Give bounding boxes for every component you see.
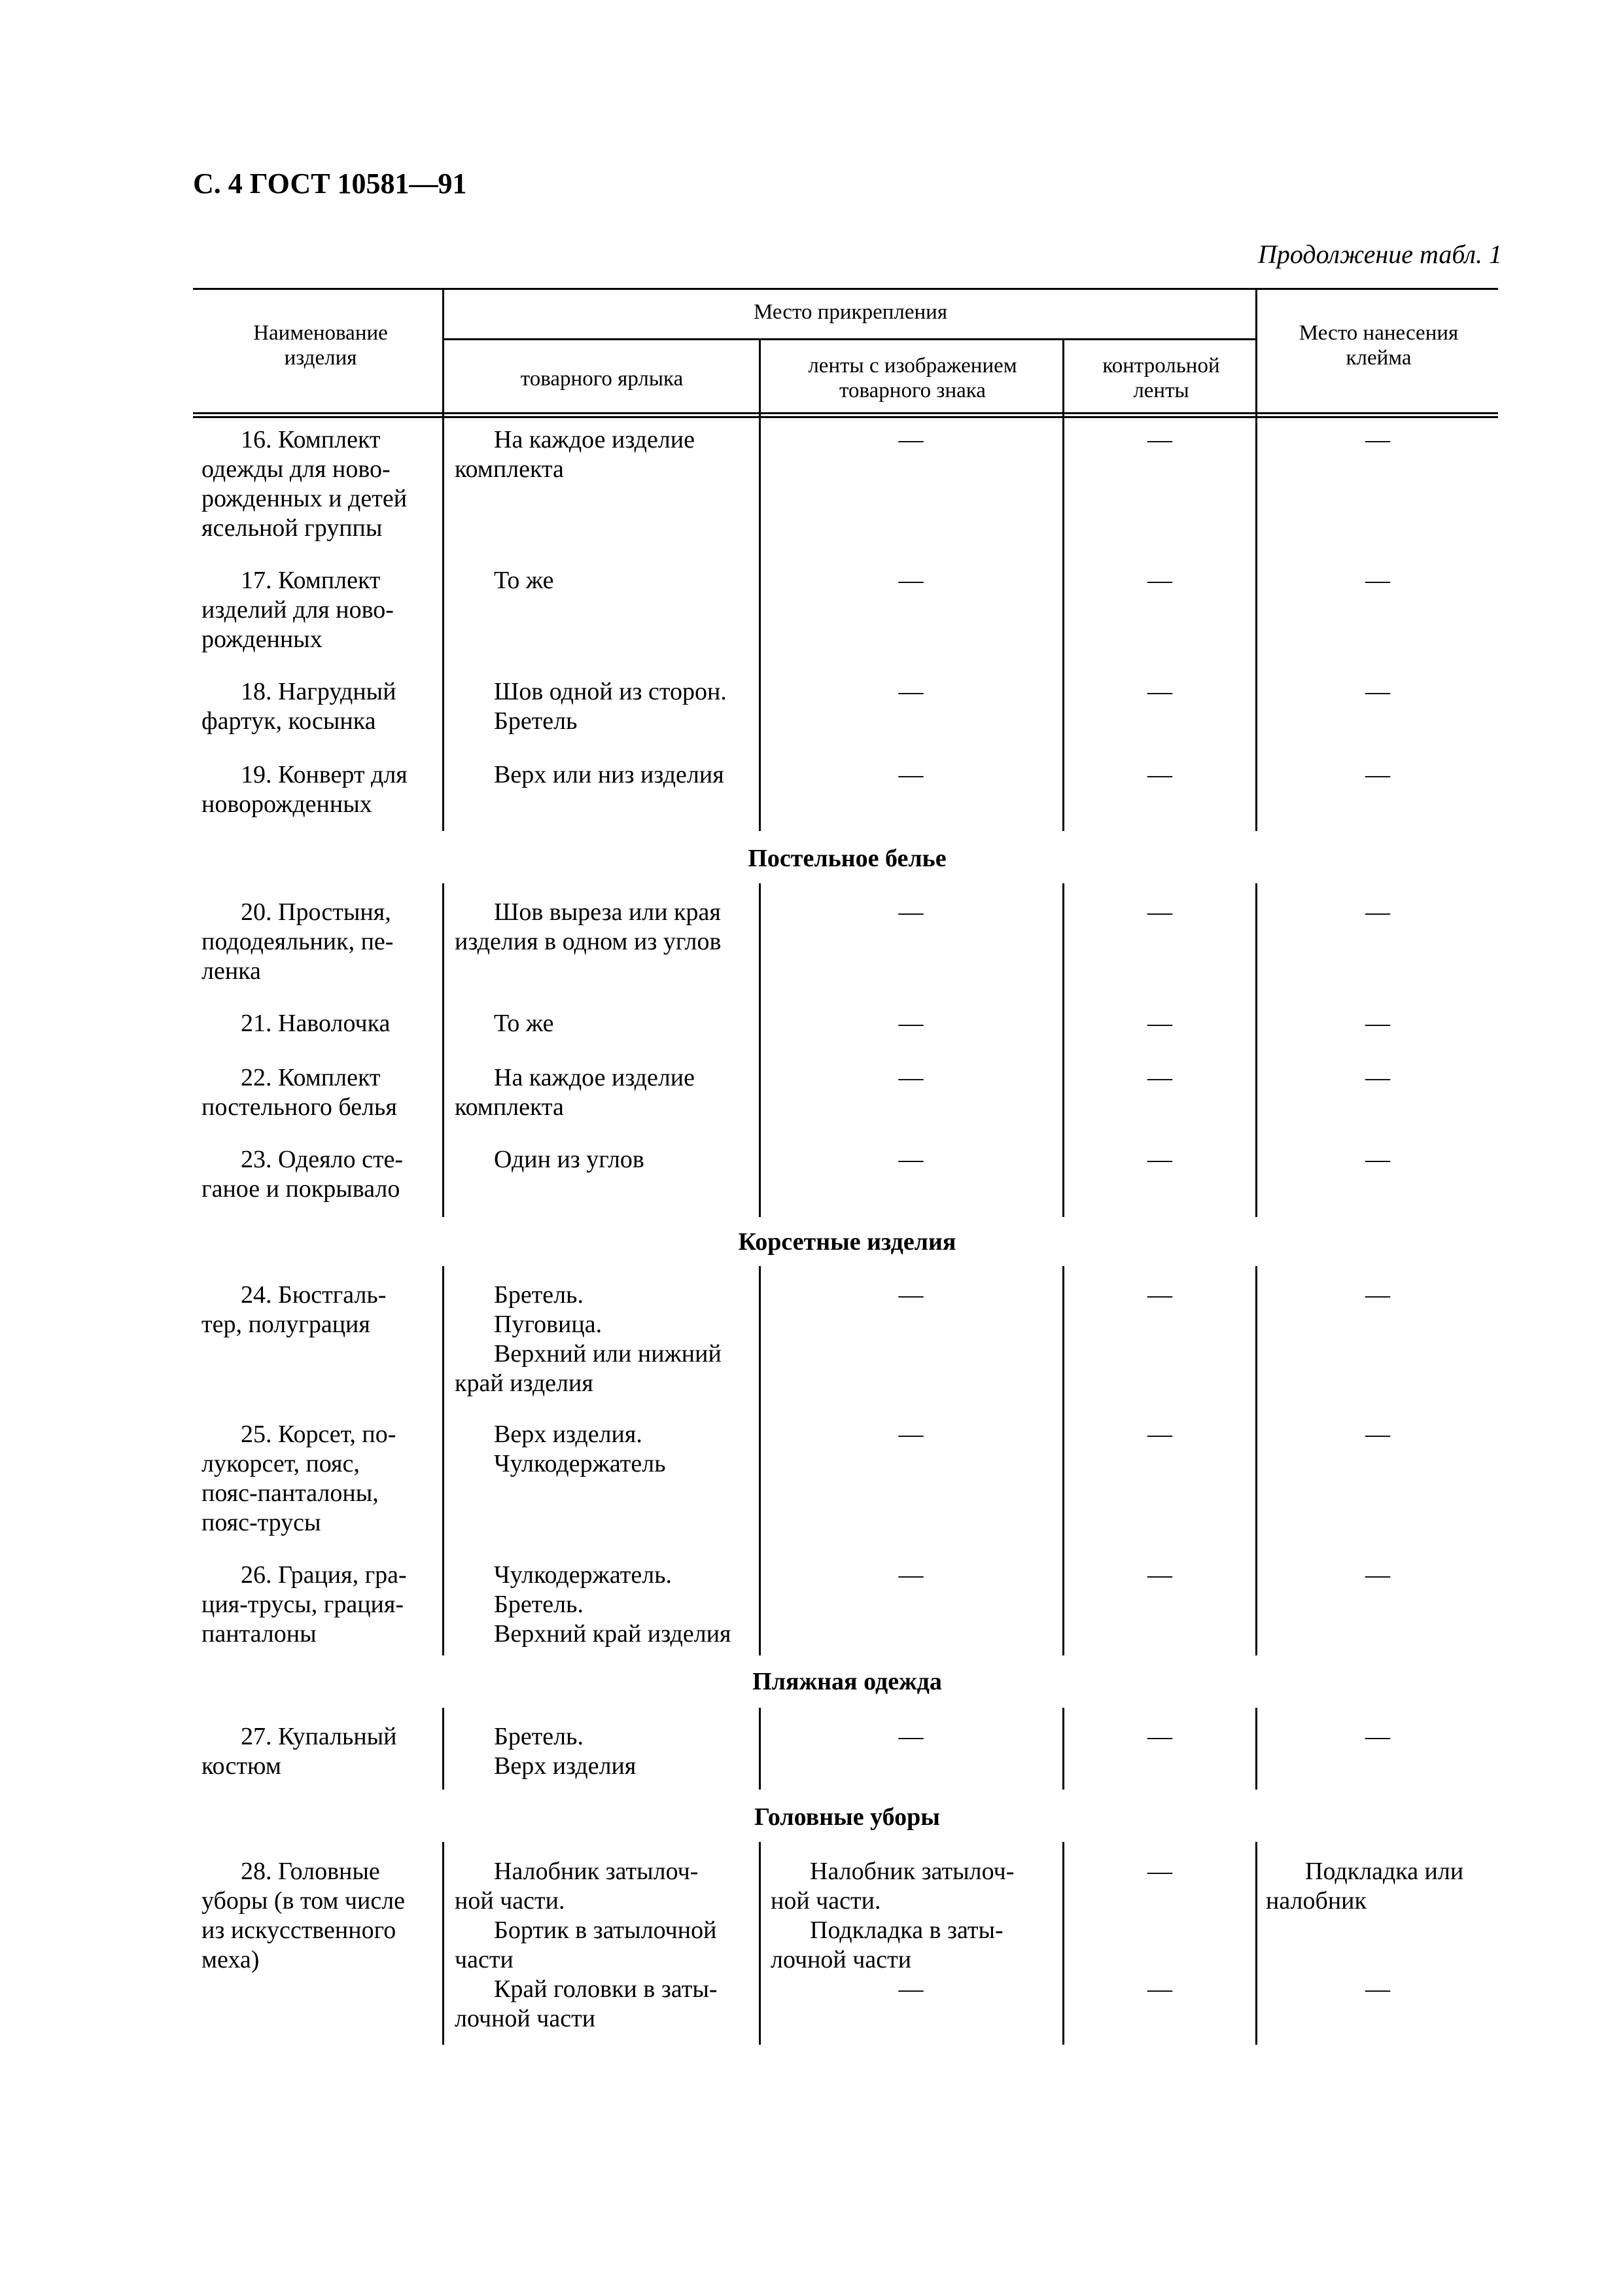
row-28-trademark-tape: Налобник затылоч- ной части. Подкладка в заты- лочной части [771, 1858, 1015, 1973]
row-23-control-dash: — [1147, 1146, 1172, 1173]
col-header-trademark-tape: ленты с изображением товарного знака [808, 354, 1017, 402]
row-21-stamp-dash: — [1365, 1010, 1390, 1037]
row-20-name: 20. Простыня, пододеяльник, пе- ленка [201, 898, 394, 985]
row-21-trademark-dash: — [898, 1010, 924, 1037]
row-25-name: 25. Корсет, по- лукорсет, пояс, пояс-панталоны, пояс-трусы [201, 1421, 396, 1536]
row-19-trademark-dash: — [898, 761, 924, 788]
section-heading-bedding: Постельное белье [748, 845, 947, 872]
column-divider [759, 1842, 761, 2045]
row-16-trademark-dash: — [898, 426, 924, 453]
row-28-name: 28. Головные уборы (в том числе из искусственного меха) [201, 1858, 406, 1973]
group-header-rule [444, 338, 1257, 340]
row-16-name: 16. Комплект одежды для ново- рожденных и детей ясельной группы [201, 426, 408, 542]
row-22-name: 22. Комплект постельного белья [201, 1064, 397, 1121]
row-23-label: Один из углов [494, 1146, 644, 1173]
row-19-control-dash: — [1147, 761, 1172, 788]
col-header-label: товарного ярлыка [520, 367, 684, 391]
row-17-trademark-dash: — [898, 567, 924, 594]
column-divider [442, 883, 444, 1217]
row-18-trademark-dash: — [898, 678, 924, 705]
column-divider [1062, 1266, 1064, 1655]
row-18-label: Шов одной из сторон. Бретель [494, 678, 727, 735]
row-24-trademark-dash: — [898, 1281, 924, 1309]
row-26-label: Чулкодержатель. Бретель. Верхний край изделия [494, 1561, 731, 1648]
row-20-stamp-dash: — [1365, 898, 1390, 926]
row-27-trademark-dash: — [898, 1723, 924, 1750]
row-19-name: 19. Конверт для новорожденных [201, 761, 408, 818]
section-heading-hats: Головные уборы [754, 1803, 940, 1831]
row-22-stamp-dash: — [1365, 1064, 1390, 1091]
row-20-label: Шов выреза или края изделия в одном из углов [455, 898, 722, 955]
column-divider [442, 419, 444, 831]
row-28-label: Налобник затылоч- ной части. Бортик в затылочной части Край головки в заты- лочной части [455, 1858, 718, 2032]
section-heading-corset: Корсетные изделия [738, 1228, 956, 1256]
row-21-control-dash: — [1147, 1010, 1172, 1037]
column-divider [442, 1708, 444, 1790]
header-divider [442, 288, 444, 419]
column-divider [442, 1266, 444, 1655]
page-header: С. 4 ГОСТ 10581—91 [193, 168, 467, 200]
col-header-place-group: Место прикрепления [753, 300, 948, 324]
table-continuation-note: Продолжение табл. 1 [1257, 239, 1502, 269]
column-divider [442, 1842, 444, 2045]
row-26-trademark-dash: — [898, 1561, 924, 1589]
row-21-label: То же [494, 1010, 554, 1037]
row-27-stamp-dash: — [1365, 1723, 1390, 1750]
row-22-trademark-dash: — [898, 1064, 924, 1091]
row-24-name: 24. Бюстгаль- тер, полуграция [201, 1281, 387, 1338]
row-20-trademark-dash: — [898, 898, 924, 926]
row-23-name: 23. Одеяло сте- ганое и покрывало [201, 1146, 404, 1203]
row-19-stamp-dash: — [1365, 761, 1390, 788]
column-divider [759, 1266, 761, 1655]
header-bottom-double-rule [193, 412, 1498, 418]
row-27-name: 27. Купальный костюм [201, 1723, 397, 1780]
row-28-control-dash-2: — [1147, 1975, 1172, 2003]
row-16-stamp-dash: — [1365, 426, 1390, 453]
row-24-label: Бретель. Пуговица. Верхний или нижний край изделия [455, 1281, 722, 1397]
row-25-trademark-dash: — [898, 1421, 924, 1448]
header-divider [1062, 338, 1064, 419]
row-18-name: 18. Нагрудный фартук, косынка [201, 678, 396, 735]
row-26-stamp-dash: — [1365, 1561, 1390, 1589]
table-top-rule [193, 288, 1498, 290]
row-18-stamp-dash: — [1365, 678, 1390, 705]
row-18-control-dash: — [1147, 678, 1172, 705]
row-23-trademark-dash: — [898, 1146, 924, 1173]
row-28-stamp: Подкладка или налобник [1266, 1858, 1464, 1915]
row-20-control-dash: — [1147, 898, 1172, 926]
row-22-label: На каждое изделие комплекта [455, 1064, 695, 1121]
column-divider [1255, 1266, 1257, 1655]
row-17-control-dash: — [1147, 567, 1172, 594]
row-17-stamp-dash: — [1365, 567, 1390, 594]
row-26-name: 26. Грация, гра- ция-трусы, грация- панталоны [201, 1561, 407, 1648]
col-header-name: Наименование изделия [253, 321, 388, 370]
row-25-control-dash: — [1147, 1421, 1172, 1448]
section-heading-beach: Пляжная одежда [752, 1668, 942, 1695]
row-24-control-dash: — [1147, 1281, 1172, 1309]
row-21-name: 21. Наволочка [241, 1010, 391, 1037]
col-header-stamp: Место нанесения клейма [1299, 321, 1459, 370]
row-27-control-dash: — [1147, 1723, 1172, 1750]
row-26-control-dash: — [1147, 1561, 1172, 1589]
row-22-control-dash: — [1147, 1064, 1172, 1091]
row-23-stamp-dash: — [1365, 1146, 1390, 1173]
row-16-label: На каждое изделие комплекта [455, 426, 695, 483]
row-24-stamp-dash: — [1365, 1281, 1390, 1309]
row-17-label: То же [494, 567, 554, 594]
row-19-label: Верх или низ изделия [494, 761, 724, 788]
column-divider [1255, 1842, 1257, 2045]
row-25-label: Верх изделия. Чулкодержатель [494, 1421, 666, 1477]
col-header-control-tape: контрольной ленты [1102, 354, 1220, 402]
row-16-control-dash: — [1147, 426, 1172, 453]
row-27-label: Бретель. Верх изделия [494, 1723, 637, 1780]
row-25-stamp-dash: — [1365, 1421, 1390, 1448]
row-28-trademark-dash: — [898, 1975, 924, 2003]
row-28-control-dash: — [1147, 1858, 1172, 1885]
row-17-name: 17. Комплект изделий для ново- рожденных [201, 567, 394, 653]
header-divider [759, 338, 761, 419]
row-28-stamp-dash: — [1365, 1975, 1390, 2003]
